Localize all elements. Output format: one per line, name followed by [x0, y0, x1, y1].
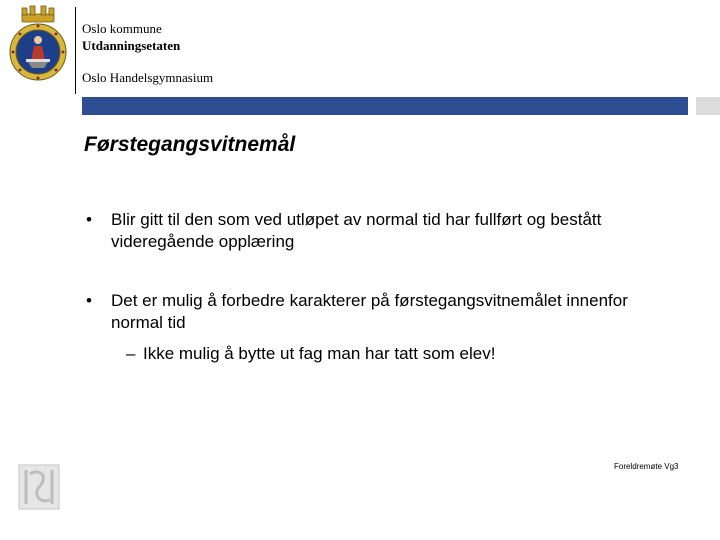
header-divider	[75, 7, 76, 94]
school-name: Oslo Handelsgymnasium	[82, 70, 214, 85]
org-name: Oslo kommune	[82, 21, 162, 36]
sub-bullet-marker: –	[126, 344, 136, 363]
bullet-text: Det er mulig å forbedre karakterer på førstegangsvitnemålet innenfor normal tid	[111, 291, 628, 332]
slide-title: Førstegangsvitnemål	[84, 133, 296, 156]
bullet-text: Blir gitt til den som ved utløpet av normal tid har fullført og bestått videregående opplæring	[111, 210, 602, 251]
bullet-marker: •	[86, 291, 92, 310]
oslo-city-crest-icon	[8, 4, 68, 88]
department-name: Utdanningsetaten	[82, 38, 181, 53]
header-band-tab	[696, 97, 720, 115]
bullet-marker: •	[86, 210, 92, 229]
header-band	[82, 97, 688, 115]
sub-bullet-text: Ikke mulig å bytte ut fag man har tatt som elev!	[143, 344, 496, 363]
footer-text: Foreldremøte Vg3	[614, 462, 679, 471]
oslo-kommune-logo-icon	[18, 464, 60, 510]
